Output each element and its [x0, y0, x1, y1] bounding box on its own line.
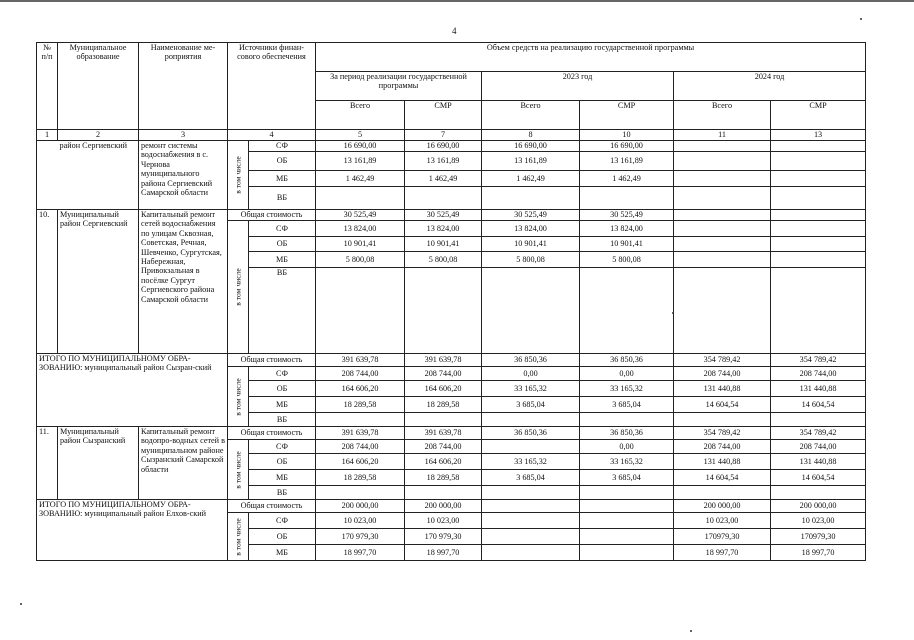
value-cell: 13 161,89: [580, 152, 674, 171]
value-cell: [580, 500, 674, 513]
value-cell: 1 462,49: [482, 171, 580, 187]
header-period-total: За период реализации государственной программы: [316, 72, 482, 101]
row-num-cell: 10.: [37, 210, 58, 354]
total-mo-label: ИТОГО ПО МУНИЦИПАЛЬНОМУ ОБРА-ЗОВАНИЮ: муниципальный район Сызран-ский: [37, 354, 228, 427]
value-cell: 208 744,00: [405, 367, 482, 381]
value-cell: [674, 141, 771, 152]
value-cell: [674, 486, 771, 500]
source-mb: МБ: [249, 470, 316, 486]
value-cell: 10 901,41: [316, 237, 405, 252]
value-cell: 18 289,58: [405, 470, 482, 486]
header-smr: СМР: [771, 101, 866, 130]
source-mb: МБ: [249, 171, 316, 187]
source-ob: ОБ: [249, 381, 316, 397]
value-cell: 36 850,36: [482, 427, 580, 440]
value-cell: 5 800,08: [580, 252, 674, 268]
table-row: [37, 427, 866, 440]
v-tom-chisle-label: в том числе: [228, 221, 249, 354]
source-sf: СФ: [249, 141, 316, 152]
value-cell: 10 901,41: [482, 237, 580, 252]
total-cost-label: Общая стоимость: [228, 500, 316, 513]
scan-top-edge: [0, 0, 914, 2]
row-num-cell: [37, 141, 58, 210]
col-number: 11: [674, 130, 771, 141]
value-cell: [316, 486, 405, 500]
value-cell: 16 690,00: [405, 141, 482, 152]
value-cell: 208 744,00: [316, 367, 405, 381]
value-cell: 0,00: [580, 367, 674, 381]
value-cell: 164 606,20: [405, 454, 482, 470]
page-number: 4: [452, 26, 457, 36]
header-volume: Объем средств на реализацию государственной программы: [316, 43, 866, 72]
source-ob: ОБ: [249, 237, 316, 252]
table-row: [37, 141, 866, 152]
value-cell: 13 161,89: [405, 152, 482, 171]
value-cell: 14 604,54: [771, 397, 866, 413]
source-mb: МБ: [249, 545, 316, 561]
value-cell: [674, 171, 771, 187]
value-cell: 3 685,04: [482, 397, 580, 413]
value-cell: [674, 268, 771, 354]
value-cell: [482, 187, 580, 210]
value-cell: [482, 500, 580, 513]
value-cell: 200 000,00: [405, 500, 482, 513]
value-cell: [580, 529, 674, 545]
value-cell: 391 639,78: [316, 427, 405, 440]
col-number: 3: [139, 130, 228, 141]
value-cell: [771, 221, 866, 237]
value-cell: [771, 486, 866, 500]
value-cell: [482, 268, 580, 354]
value-cell: 16 690,00: [580, 141, 674, 152]
value-cell: 13 161,89: [316, 152, 405, 171]
value-cell: [771, 187, 866, 210]
value-cell: [771, 152, 866, 171]
source-vb: ВБ: [249, 413, 316, 427]
total-cost-label: Общая стоимость: [228, 354, 316, 367]
v-tom-chisle-label: в том числе: [228, 513, 249, 561]
event-cell: Капитальный ремонт сетей водоснабжения по улицам Сквозная, Советская, Речная, Шевченко, Сургутская, Набережная, Привокзальная в посёлке Сургут Сергиевского района Самарской области: [139, 210, 228, 354]
source-vb: ВБ: [249, 486, 316, 500]
value-cell: 5 800,08: [316, 252, 405, 268]
header-smr: СМР: [405, 101, 482, 130]
value-cell: 14 604,54: [674, 397, 771, 413]
value-cell: [580, 513, 674, 529]
value-cell: [771, 210, 866, 221]
column-numbers-row: [37, 130, 866, 141]
value-cell: 5 800,08: [482, 252, 580, 268]
value-cell: [674, 413, 771, 427]
value-cell: 18 997,70: [316, 545, 405, 561]
value-cell: [771, 171, 866, 187]
col-number: 10: [580, 130, 674, 141]
event-cell: Капитальный ремонт водопро-водных сетей в муниципальном районе Сызранский Самарской области: [139, 427, 228, 500]
value-cell: 200 000,00: [316, 500, 405, 513]
event-cell: ремонт системы водоснабжения в с. Чернова муниципального района Сергиевский Самарской области: [139, 141, 228, 210]
v-tom-chisle-label: в том числе: [228, 367, 249, 427]
value-cell: [674, 187, 771, 210]
col-number: 7: [405, 130, 482, 141]
col-number: 4: [228, 130, 316, 141]
source-vb: ВБ: [249, 187, 316, 210]
value-cell: [771, 141, 866, 152]
mo-cell: Муниципальный район Сергиевский: [58, 210, 139, 354]
value-cell: 354 789,42: [674, 427, 771, 440]
value-cell: [580, 268, 674, 354]
scan-speck: [690, 630, 692, 632]
value-cell: 33 165,32: [482, 381, 580, 397]
header-event: Наименование ме-роприятия: [139, 43, 228, 130]
value-cell: 391 639,78: [405, 427, 482, 440]
scan-speck: [860, 18, 862, 20]
value-cell: 391 639,78: [405, 354, 482, 367]
value-cell: 18 289,58: [316, 397, 405, 413]
value-cell: 13 824,00: [482, 221, 580, 237]
mo-cell: Муниципальный район Сызранский: [58, 427, 139, 500]
value-cell: [580, 187, 674, 210]
value-cell: 1 462,49: [316, 171, 405, 187]
value-cell: [482, 486, 580, 500]
header-vsego: Всего: [482, 101, 580, 130]
value-cell: 16 690,00: [316, 141, 405, 152]
value-cell: 13 824,00: [580, 221, 674, 237]
value-cell: 131 440,88: [771, 454, 866, 470]
value-cell: [482, 440, 580, 454]
value-cell: 18 997,70: [405, 545, 482, 561]
value-cell: 33 165,32: [580, 381, 674, 397]
value-cell: 170 979,30: [316, 529, 405, 545]
value-cell: 1 462,49: [580, 171, 674, 187]
value-cell: 131 440,88: [771, 381, 866, 397]
value-cell: [771, 413, 866, 427]
value-cell: [580, 486, 674, 500]
value-cell: 14 604,54: [674, 470, 771, 486]
value-cell: 208 744,00: [674, 440, 771, 454]
value-cell: 10 023,00: [771, 513, 866, 529]
v-tom-chisle-label: в том числе: [228, 141, 249, 210]
header-row-1: [37, 43, 866, 72]
value-cell: 170979,30: [771, 529, 866, 545]
value-cell: 3 685,04: [580, 470, 674, 486]
col-number: 1: [37, 130, 58, 141]
value-cell: [771, 252, 866, 268]
source-ob: ОБ: [249, 529, 316, 545]
value-cell: 208 744,00: [674, 367, 771, 381]
source-mb: МБ: [249, 252, 316, 268]
value-cell: 18 997,70: [771, 545, 866, 561]
value-cell: 14 604,54: [771, 470, 866, 486]
value-cell: 200 000,00: [771, 500, 866, 513]
value-cell: 13 824,00: [405, 221, 482, 237]
value-cell: [674, 152, 771, 171]
value-cell: 131 440,88: [674, 381, 771, 397]
header-mo: Муниципальное образование: [58, 43, 139, 130]
value-cell: [674, 210, 771, 221]
value-cell: [674, 221, 771, 237]
scan-speck: [672, 312, 674, 314]
value-cell: [405, 187, 482, 210]
value-cell: 30 525,49: [482, 210, 580, 221]
value-cell: [405, 486, 482, 500]
value-cell: 10 023,00: [316, 513, 405, 529]
value-cell: 0,00: [482, 367, 580, 381]
value-cell: 354 789,42: [771, 427, 866, 440]
total-cost-label: Общая стоимость: [228, 210, 316, 221]
source-vb: ВБ: [249, 268, 316, 354]
value-cell: [405, 268, 482, 354]
value-cell: 30 525,49: [580, 210, 674, 221]
col-number: 2: [58, 130, 139, 141]
value-cell: [316, 413, 405, 427]
value-cell: 131 440,88: [674, 454, 771, 470]
table-row: [37, 210, 866, 221]
value-cell: 3 685,04: [482, 470, 580, 486]
value-cell: 170 979,30: [405, 529, 482, 545]
value-cell: 354 789,42: [674, 354, 771, 367]
col-number: 13: [771, 130, 866, 141]
value-cell: [771, 237, 866, 252]
value-cell: [482, 513, 580, 529]
source-ob: ОБ: [249, 152, 316, 171]
value-cell: 208 744,00: [316, 440, 405, 454]
value-cell: 164 606,20: [316, 381, 405, 397]
mo-cell: район Сергиевский: [58, 141, 139, 210]
value-cell: [482, 413, 580, 427]
header-source: Источники финан-сового обеспечения: [228, 43, 316, 130]
header-vsego: Всего: [674, 101, 771, 130]
value-cell: 13 161,89: [482, 152, 580, 171]
value-cell: 18 997,70: [674, 545, 771, 561]
value-cell: 391 639,78: [316, 354, 405, 367]
value-cell: 3 685,04: [580, 397, 674, 413]
source-sf: СФ: [249, 440, 316, 454]
col-number: 5: [316, 130, 405, 141]
header-num: № п/п: [37, 43, 58, 130]
value-cell: 36 850,36: [580, 427, 674, 440]
table-row: [37, 500, 866, 513]
value-cell: 36 850,36: [482, 354, 580, 367]
value-cell: 0,00: [580, 440, 674, 454]
source-sf: СФ: [249, 513, 316, 529]
header-year-2024: 2024 год: [674, 72, 866, 101]
total-mo-label: ИТОГО ПО МУНИЦИПАЛЬНОМУ ОБРА-ЗОВАНИЮ: муниципальный район Елхов-ский: [37, 500, 228, 561]
value-cell: 200 000,00: [674, 500, 771, 513]
value-cell: 13 824,00: [316, 221, 405, 237]
value-cell: [482, 545, 580, 561]
value-cell: 30 525,49: [316, 210, 405, 221]
value-cell: [482, 529, 580, 545]
table-row: [37, 354, 866, 367]
value-cell: [580, 413, 674, 427]
value-cell: 10 901,41: [580, 237, 674, 252]
value-cell: 5 800,08: [405, 252, 482, 268]
value-cell: [316, 187, 405, 210]
header-year-2023: 2023 год: [482, 72, 674, 101]
col-number: 8: [482, 130, 580, 141]
value-cell: 36 850,36: [580, 354, 674, 367]
source-mb: МБ: [249, 397, 316, 413]
value-cell: 18 289,58: [405, 397, 482, 413]
scan-speck: [20, 603, 22, 605]
header-vsego: Всего: [316, 101, 405, 130]
program-funding-table: [36, 42, 866, 561]
value-cell: 208 744,00: [405, 440, 482, 454]
value-cell: 30 525,49: [405, 210, 482, 221]
value-cell: 1 462,49: [405, 171, 482, 187]
value-cell: 164 606,20: [316, 454, 405, 470]
value-cell: [316, 268, 405, 354]
source-ob: ОБ: [249, 454, 316, 470]
header-smr: СМР: [580, 101, 674, 130]
value-cell: 208 744,00: [771, 440, 866, 454]
value-cell: 10 901,41: [405, 237, 482, 252]
value-cell: 170979,30: [674, 529, 771, 545]
total-cost-label: Общая стоимость: [228, 427, 316, 440]
value-cell: 164 606,20: [405, 381, 482, 397]
value-cell: 33 165,32: [482, 454, 580, 470]
value-cell: 354 789,42: [771, 354, 866, 367]
value-cell: [771, 268, 866, 354]
value-cell: 16 690,00: [482, 141, 580, 152]
value-cell: [674, 252, 771, 268]
value-cell: [405, 413, 482, 427]
value-cell: 18 289,58: [316, 470, 405, 486]
row-num-cell: 11.: [37, 427, 58, 500]
source-sf: СФ: [249, 221, 316, 237]
value-cell: 208 744,00: [771, 367, 866, 381]
value-cell: [674, 237, 771, 252]
value-cell: 33 165,32: [580, 454, 674, 470]
value-cell: 10 023,00: [674, 513, 771, 529]
v-tom-chisle-label: в том числе: [228, 440, 249, 500]
source-sf: СФ: [249, 367, 316, 381]
value-cell: [580, 545, 674, 561]
value-cell: 10 023,00: [405, 513, 482, 529]
